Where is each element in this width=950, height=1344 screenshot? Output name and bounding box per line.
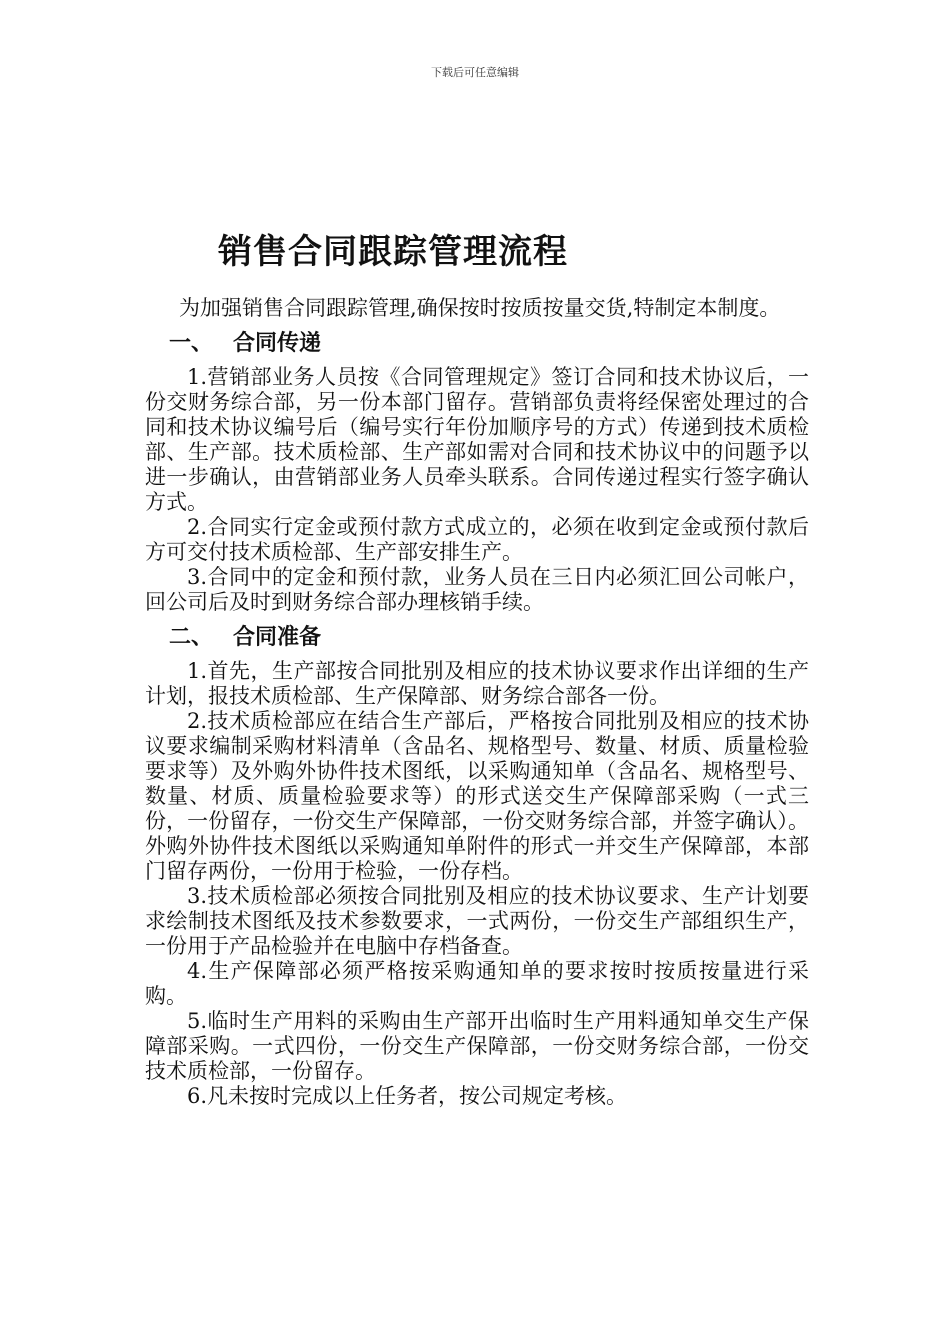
- section-heading-contract-preparation: [169, 623, 809, 653]
- section-1-paragraph-2: 2.合同实行定金或预付款方式成立的，必须在收到定金或预付款后方可交付技术质检部、生产部安排生产。: [145, 515, 809, 564]
- section-title: 合同准备: [233, 625, 322, 650]
- intro-paragraph: 为加强销售合同跟踪管理,确保按时按质按量交货,特制定本制度。: [179, 296, 781, 320]
- section-1-paragraph-3: 3.合同中的定金和预付款，业务人员在三日内必须汇回公司帐户，回公司后及时到财务综合部办理核销手续。: [145, 565, 809, 614]
- page-header: 下载后可任意编辑: [431, 66, 519, 79]
- document-title: 销售合同跟踪管理流程: [218, 232, 568, 272]
- section-number: 二、: [169, 625, 214, 650]
- section-2-paragraph-2: 2.技术质检部应在结合生产部后，严格按合同批别及相应的技术协议要求编制采购材料清单（含品名、规格型号、数量、材质、质量检验要求等）及外购外协件技术图纸，以采购通知单（含品名、规格型号、数量、材质、质量检验要求等）的形式送交生产保障部采购（一式三份，一份留存，一份交生产保障部，一份交财务综合部，并签字确认）。外购外协件技术图纸以采购通知单附件的形式一并交生产保障部，本部门留存两份，一份用于检验，一份存档。: [145, 709, 809, 883]
- section-2-paragraph-3: 3.技术质检部必须按合同批别及相应的技术协议要求、生产计划要求绘制技术图纸及技术参数要求，一式两份，一份交生产部组织生产，一份用于产品检验并在电脑中存档备查。: [145, 884, 809, 958]
- section-2-paragraph-6: 6.凡未按时完成以上任务者，按公司规定考核。: [187, 1084, 628, 1108]
- section-title: 合同传递: [233, 331, 322, 356]
- section-heading-contract-transfer: [169, 329, 809, 359]
- section-1-paragraph-1: 1.营销部业务人员按《合同管理规定》签订合同和技术协议后，一份交财务综合部，另一份本部门留存。营销部负责将经保密处理过的合同和技术协议编号后（编号实行年份加顺序号的方式）传递到技术质检部、生产部。技术质检部、生产部如需对合同和技术协议中的问题予以进一步确认，由营销部业务人员牵头联系。合同传递过程实行签字确认方式。: [145, 365, 809, 514]
- section-2-paragraph-1: 1.首先，生产部按合同批别及相应的技术协议要求作出详细的生产计划，报技术质检部、生产保障部、财务综合部各一份。: [145, 659, 809, 708]
- section-2-paragraph-4: 4.生产保障部必须严格按采购通知单的要求按时按质按量进行采购。: [145, 959, 809, 1008]
- document-body: [145, 296, 809, 1109]
- section-number: 一、: [169, 331, 214, 356]
- section-2-paragraph-5: 5.临时生产用料的采购由生产部开出临时生产用料通知单交生产保障部采购。一式四份，一份交生产保障部，一份交财务综合部，一份交技术质检部，一份留存。: [145, 1009, 809, 1083]
